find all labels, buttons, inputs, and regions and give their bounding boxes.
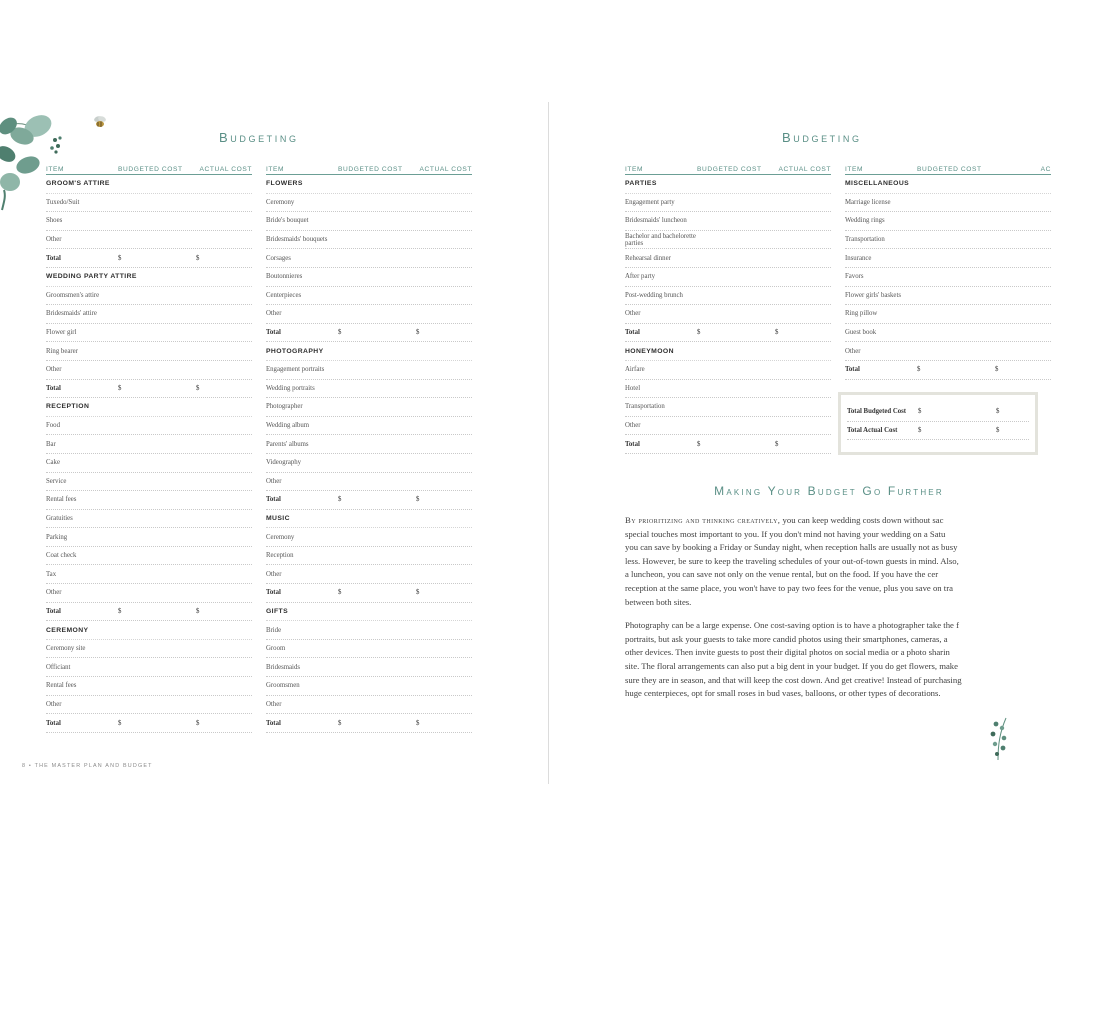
list-item[interactable] — [266, 621, 472, 640]
item-label: Bridesmaids' bouquets — [266, 236, 328, 244]
list-item[interactable] — [266, 454, 472, 473]
essay-line: By prioritizing and thinking creatively, you can keep wedding costs down without sac — [625, 515, 944, 525]
budgeted-cost-field: $ — [917, 366, 921, 374]
list-item[interactable] — [266, 658, 472, 677]
header-item: ITEM — [845, 166, 864, 173]
item-label: Parking — [46, 533, 68, 541]
budgeted-cost-field: $ — [697, 329, 701, 337]
actual-cost-field: $ — [995, 366, 999, 374]
actual-cost-field: $ — [416, 496, 420, 504]
right-page — [549, 102, 1051, 784]
item-label: Videography — [266, 459, 302, 467]
total-row[interactable] — [845, 361, 1051, 380]
item-label: Corsages — [266, 254, 291, 262]
list-item[interactable] — [46, 305, 252, 324]
item-label: Coat check — [46, 552, 77, 560]
section-title: MUSIC — [266, 510, 472, 529]
budgeted-cost-field: $ — [118, 607, 122, 615]
actual-cost-field: $ — [196, 384, 200, 392]
list-item[interactable] — [46, 324, 252, 343]
book-spread — [0, 102, 1051, 784]
item-label: Other — [46, 700, 62, 708]
item-label: Flower girl — [46, 329, 77, 337]
item-label: Favors — [845, 273, 864, 281]
list-item[interactable] — [845, 324, 1051, 343]
item-label: Other — [845, 347, 861, 355]
item-label: Wedding album — [266, 422, 310, 430]
budgeted-cost-field: $ — [338, 719, 342, 727]
item-label: Engagement party — [625, 198, 675, 206]
item-label: Shoes — [46, 217, 63, 225]
list-item[interactable] — [46, 417, 252, 436]
item-label: Other — [266, 570, 282, 578]
leaf-sprig-icon — [986, 714, 1016, 762]
item-label: Other — [266, 310, 282, 318]
section-title: WEDDING PARTY ATTIRE — [46, 268, 252, 287]
item-label: Transportation — [845, 236, 885, 244]
header-item: ITEM — [46, 166, 65, 173]
section-title: GROOM'S ATTIRE — [46, 175, 252, 194]
item-label: Boutonnieres — [266, 273, 303, 281]
essay-body — [625, 514, 1025, 711]
list-item[interactable] — [266, 231, 472, 250]
list-item[interactable] — [266, 473, 472, 492]
item-label: Wedding portraits — [266, 384, 315, 392]
actual-cost-field: $ — [196, 607, 200, 615]
essay-line: portraits, but ask your guests to take more candid photos using their smartphones, cameras, a — [625, 633, 948, 644]
essay-line: a luncheon, you can save not only on the venue rental, but on the food. If you have the cer — [625, 569, 939, 580]
page-title-text: Budgeting — [219, 130, 299, 145]
header-budgeted-cost: BUDGETED COST — [118, 166, 183, 173]
item-label: Ring pillow — [845, 310, 878, 318]
item-label: Transportation — [625, 403, 665, 411]
item-label: Ceremony — [266, 533, 295, 541]
total-label: Total — [266, 329, 281, 337]
header-actual-cost: ACTUAL COST — [778, 166, 831, 173]
list-item[interactable] — [46, 212, 252, 231]
list-item[interactable] — [46, 677, 252, 696]
section-title: HONEYMOON — [625, 342, 831, 361]
list-item[interactable] — [46, 194, 252, 213]
total-label: Total — [46, 254, 61, 262]
actual-cost-field: $ — [775, 329, 779, 337]
page-title — [782, 130, 862, 145]
item-label: Groomsmen's attire — [46, 291, 100, 299]
section-title: MISCELLANEOUS — [845, 175, 1051, 194]
list-item[interactable] — [845, 212, 1051, 231]
item-label: Post-wedding brunch — [625, 291, 683, 299]
total-label: Total — [266, 719, 281, 727]
header-actual-cost: AC — [1040, 166, 1051, 173]
list-item[interactable] — [845, 268, 1051, 287]
item-label: Other — [46, 589, 62, 597]
list-item[interactable] — [845, 342, 1051, 361]
item-label: Reception — [266, 552, 294, 560]
item-label: Bride — [266, 626, 282, 634]
actual-cost-field: $ — [775, 440, 779, 448]
list-item[interactable] — [625, 268, 831, 287]
budgeted-cost-field: $ — [697, 440, 701, 448]
summary-row[interactable] — [847, 403, 1029, 422]
list-item[interactable] — [266, 398, 472, 417]
header-actual-cost: ACTUAL COST — [199, 166, 252, 173]
budgeted-cost-field: $ — [118, 384, 122, 392]
list-item[interactable] — [845, 194, 1051, 213]
item-label: Bridesmaids' attire — [46, 310, 97, 318]
budgeted-cost-field: $ — [918, 408, 922, 416]
item-label: Groomsmen — [266, 682, 300, 690]
item-label: Wedding rings — [845, 217, 885, 225]
list-item[interactable] — [266, 305, 472, 324]
list-item[interactable] — [46, 565, 252, 584]
total-row[interactable] — [266, 324, 472, 343]
essay-paragraph — [625, 514, 1025, 609]
item-label: Other — [46, 366, 62, 374]
total-row[interactable] — [266, 584, 472, 603]
list-item[interactable] — [625, 417, 831, 436]
list-item[interactable] — [845, 287, 1051, 306]
column-header — [46, 165, 252, 175]
list-item[interactable] — [46, 547, 252, 566]
essay-line: special touches most important to you. If you don't mind not having your wedding on a Satu — [625, 528, 946, 539]
item-label: Bride's bouquet — [266, 217, 309, 225]
actual-cost-field: $ — [196, 254, 200, 262]
item-label: Other — [625, 422, 641, 430]
list-item[interactable] — [625, 305, 831, 324]
column-header — [266, 165, 472, 175]
item-label: Photographer — [266, 403, 303, 411]
essay-line: huge centerpieces, opt for small roses in bud vases, balloons, or other types of decorations. — [625, 688, 941, 699]
header-budgeted-cost: BUDGETED COST — [697, 166, 762, 173]
list-item[interactable] — [46, 491, 252, 510]
list-item[interactable] — [625, 380, 831, 399]
essay-line: Photography can be a large expense. One cost-saving option is to have a photographer take the f — [625, 620, 959, 631]
item-label: Service — [46, 477, 67, 485]
list-item[interactable] — [46, 510, 252, 529]
item-label: Cake — [46, 459, 60, 467]
header-budgeted-cost: BUDGETED COST — [917, 166, 982, 173]
item-label: Marriage license — [845, 198, 891, 206]
list-item[interactable] — [46, 473, 252, 492]
list-item[interactable] — [46, 361, 252, 380]
section-title: CEREMONY — [46, 621, 252, 640]
section-title: GIFTS — [266, 603, 472, 622]
list-item[interactable] — [46, 231, 252, 250]
total-row[interactable] — [46, 249, 252, 268]
page-title — [219, 130, 299, 145]
list-item[interactable] — [625, 287, 831, 306]
essay-title: Making Your Budget Go Further — [714, 484, 944, 498]
item-label: Gratuities — [46, 514, 73, 522]
list-item[interactable] — [266, 287, 472, 306]
list-item[interactable] — [266, 677, 472, 696]
list-item[interactable] — [266, 528, 472, 547]
budget-column — [266, 165, 472, 733]
column-header — [625, 165, 831, 175]
total-row[interactable] — [266, 491, 472, 510]
total-row[interactable] — [625, 435, 831, 454]
bee-icon — [92, 115, 108, 129]
list-item[interactable] — [46, 454, 252, 473]
actual-cost-field: $ — [416, 719, 420, 727]
actual-cost-field: $ — [996, 408, 1000, 416]
total-label: Total — [266, 496, 281, 504]
header-item: ITEM — [625, 166, 644, 173]
item-label: Ceremony site — [46, 645, 86, 653]
list-item[interactable] — [46, 528, 252, 547]
summary-label: Total Actual Cost — [847, 426, 898, 434]
total-row[interactable] — [46, 603, 252, 622]
item-label: Bridesmaids — [266, 663, 300, 671]
item-label: Bachelor and bachelorette parties — [625, 232, 696, 247]
item-label: Tuxedo/Suit — [46, 198, 80, 206]
actual-cost-field: $ — [996, 426, 1000, 434]
budget-column — [46, 165, 252, 733]
item-label: Other — [625, 310, 641, 318]
page-title-text: Budgeting — [782, 130, 862, 145]
list-item[interactable] — [845, 305, 1051, 324]
list-item[interactable] — [625, 231, 831, 250]
section-title: PHOTOGRAPHY — [266, 342, 472, 361]
page-footer: 8 • THE MASTER PLAN AND BUDGET — [22, 763, 153, 769]
list-item[interactable] — [266, 547, 472, 566]
summary-label: Total Budgeted Cost — [847, 408, 907, 416]
list-item[interactable] — [266, 640, 472, 659]
list-item[interactable] — [266, 417, 472, 436]
totals-summary-box — [838, 392, 1038, 455]
item-label: Bar — [46, 440, 56, 448]
section-title: FLOWERS — [266, 175, 472, 194]
essay-paragraph — [625, 619, 1025, 701]
budgeted-cost-field: $ — [118, 719, 122, 727]
list-item[interactable] — [625, 361, 831, 380]
list-item[interactable] — [266, 435, 472, 454]
item-label: Engagement portraits — [266, 366, 325, 374]
budgeted-cost-field: $ — [338, 496, 342, 504]
list-item[interactable] — [625, 398, 831, 417]
item-label: Rental fees — [46, 682, 77, 690]
item-label: Ring bearer — [46, 347, 78, 355]
item-label: Insurance — [845, 254, 872, 262]
list-item[interactable] — [625, 194, 831, 213]
total-row[interactable] — [625, 324, 831, 343]
item-label: Officiant — [46, 663, 71, 671]
section-title: PARTIES — [625, 175, 831, 194]
essay-line: sure they are in season, and that will keep the cost down. And get creative! Instead of purchasing — [625, 674, 962, 685]
total-label: Total — [625, 329, 640, 337]
budget-column — [845, 165, 1051, 380]
list-item[interactable] — [845, 249, 1051, 268]
list-item[interactable] — [266, 696, 472, 715]
list-item[interactable] — [625, 212, 831, 231]
essay-line: less. However, be sure to keep the traveling schedules of your out-of-town guests in mind. Also, — [625, 555, 959, 566]
item-label: Airfare — [625, 366, 645, 374]
item-label: Food — [46, 422, 60, 430]
header-actual-cost: ACTUAL COST — [419, 166, 472, 173]
header-budgeted-cost: BUDGETED COST — [338, 166, 403, 173]
list-item[interactable] — [46, 435, 252, 454]
item-label: Flower girls' baskets — [845, 291, 901, 299]
list-item[interactable] — [46, 640, 252, 659]
budgeted-cost-field: $ — [918, 426, 922, 434]
list-item[interactable] — [845, 231, 1051, 250]
item-label: Centerpieces — [266, 291, 302, 299]
total-label: Total — [625, 440, 640, 448]
list-item[interactable] — [46, 342, 252, 361]
item-label: Hotel — [625, 384, 641, 392]
total-row[interactable] — [46, 714, 252, 733]
list-item[interactable] — [46, 287, 252, 306]
list-item[interactable] — [266, 249, 472, 268]
left-page — [0, 102, 548, 784]
total-label: Total — [46, 719, 61, 727]
item-label: Guest book — [845, 329, 877, 337]
item-label: Parents' albums — [266, 440, 309, 448]
essay-line: between both sites. — [625, 596, 692, 607]
list-item[interactable] — [46, 584, 252, 603]
total-label: Total — [46, 384, 61, 392]
list-item[interactable] — [266, 194, 472, 213]
budgeted-cost-field: $ — [118, 254, 122, 262]
actual-cost-field: $ — [416, 329, 420, 337]
list-item[interactable] — [46, 696, 252, 715]
total-label: Total — [266, 589, 281, 597]
item-label: Ceremony — [266, 198, 295, 206]
list-item[interactable] — [266, 361, 472, 380]
total-row[interactable] — [46, 380, 252, 399]
actual-cost-field: $ — [416, 589, 420, 597]
total-label: Total — [46, 607, 61, 615]
item-label: Rental fees — [46, 496, 77, 504]
budgeted-cost-field: $ — [338, 329, 342, 337]
item-label: Bridesmaids' luncheon — [625, 217, 687, 225]
list-item[interactable] — [625, 249, 831, 268]
item-label: Other — [266, 700, 282, 708]
actual-cost-field: $ — [196, 719, 200, 727]
summary-row[interactable] — [847, 422, 1029, 441]
column-header — [845, 165, 1051, 175]
item-label: Other — [266, 477, 282, 485]
list-item[interactable] — [266, 380, 472, 399]
list-item[interactable] — [266, 565, 472, 584]
essay-lead-in: By prioritizing and thinking creatively, — [625, 515, 781, 525]
essay-line: other devices. Then invite guests to post their digital photos on social media or a photo sharin — [625, 647, 950, 658]
total-row[interactable] — [266, 714, 472, 733]
total-label: Total — [845, 366, 860, 374]
section-title: RECEPTION — [46, 398, 252, 417]
budget-column — [625, 165, 831, 454]
item-label: Tax — [46, 570, 57, 578]
essay-line: reception at the same place, you won't have to pay two fees for the venue, plus you save on tra — [625, 582, 953, 593]
item-label: Rehearsal dinner — [625, 254, 671, 262]
item-label: After party — [625, 273, 656, 281]
item-label: Groom — [266, 645, 286, 653]
essay-line: you can save by booking a Friday or Sunday night, when reception halls are usually not as busy — [625, 542, 958, 553]
list-item[interactable] — [46, 658, 252, 677]
essay-line: site. The floral arrangements can also put a big dent in your budget. If you do get flowers, make — [625, 660, 959, 671]
budgeted-cost-field: $ — [338, 589, 342, 597]
header-item: ITEM — [266, 166, 285, 173]
list-item[interactable] — [266, 212, 472, 231]
item-label: Other — [46, 236, 62, 244]
list-item[interactable] — [266, 268, 472, 287]
